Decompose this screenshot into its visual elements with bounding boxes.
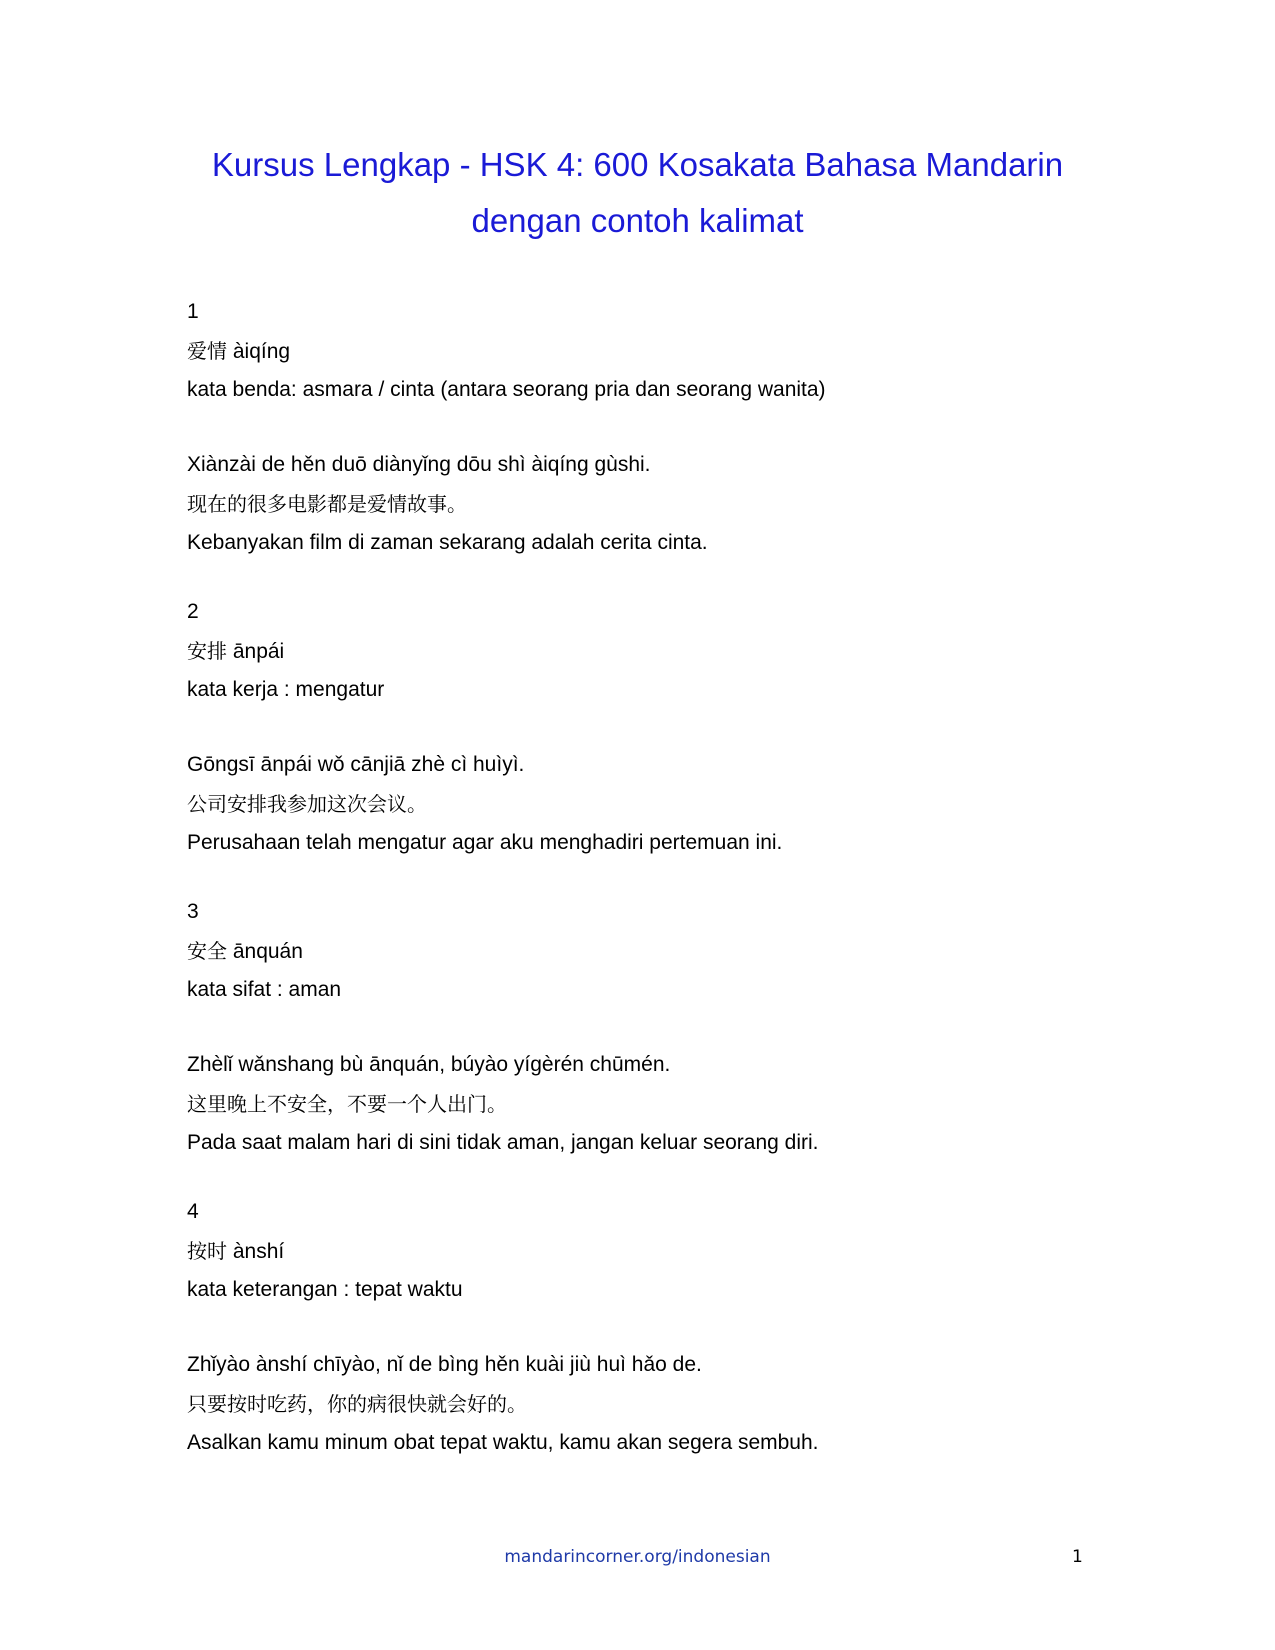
vocabulary-list: [187, 299, 1087, 1499]
entry-definition: kata sifat : aman: [187, 978, 342, 1001]
example-translation: Kebanyakan film di zaman sekarang adalah cerita cinta.: [187, 531, 708, 554]
example-translation: Perusahaan telah mengatur agar aku menghadiri pertemuan ini.: [187, 831, 783, 854]
page-title-line-1: Kursus Lengkap - HSK 4: 600 Kosakata Bahasa Mandarin: [211, 146, 1064, 183]
example-translation: Asalkan kamu minum obat tepat waktu, kamu akan segera sembuh.: [187, 1431, 819, 1454]
example-pinyin: Gōngsī ānpái wǒ cānjiā zhè cì huìyì.: [187, 753, 525, 776]
page-title: [0, 137, 1275, 249]
example-hanzi: 现在的很多电影都是爱情故事。: [187, 492, 467, 516]
entry-definition: kata kerja : mengatur: [187, 678, 385, 701]
example-pinyin: Zhǐyào ànshí chīyào, nǐ de bìng hěn kuài jiù huì hǎo de.: [187, 1353, 702, 1376]
example-hanzi: 只要按时吃药，你的病很快就会好的。: [187, 1392, 527, 1416]
entry-hanzi: 按时: [187, 1239, 227, 1263]
example-hanzi: 这里晚上不安全，不要一个人出门。: [187, 1092, 507, 1116]
entry-hanzi: 安全: [187, 939, 227, 963]
vocabulary-entry: [187, 1199, 1087, 1469]
vocabulary-entry: [187, 599, 1087, 869]
page-title-line-2: dengan contoh kalimat: [471, 202, 804, 239]
example-pinyin: Xiànzài de hěn duō diànyǐng dōu shì àiqíng gùshi.: [187, 453, 651, 476]
example-pinyin: Zhèlǐ wǎnshang bù ānquán, búyào yígèrén chūmén.: [187, 1053, 671, 1076]
entry-number: 2: [187, 600, 199, 623]
entry-headword: [187, 1238, 1087, 1277]
page-number: 1: [1072, 1547, 1083, 1567]
entry-pinyin: ānquán: [232, 940, 303, 963]
entry-pinyin: ānpái: [232, 640, 285, 663]
vocabulary-entry: [187, 899, 1087, 1169]
example-hanzi: 公司安排我参加这次会议。: [187, 792, 427, 816]
entry-definition: kata benda: asmara / cinta (antara seorang pria dan seorang wanita): [187, 378, 826, 401]
vocabulary-entry: [187, 299, 1087, 569]
entry-hanzi: 安排: [187, 639, 227, 663]
entry-pinyin: ànshí: [232, 1240, 285, 1263]
entry-number: 4: [187, 1200, 199, 1223]
entry-number: 1: [187, 300, 199, 323]
entry-pinyin: àiqíng: [232, 340, 291, 363]
example-translation: Pada saat malam hari di sini tidak aman, jangan keluar seorang diri.: [187, 1131, 819, 1154]
entry-hanzi: 爱情: [187, 339, 227, 363]
entry-headword: [187, 938, 1087, 977]
entry-headword: [187, 338, 1087, 377]
footer-website-link[interactable]: mandarincorner.org/indonesian: [504, 1547, 771, 1567]
entry-definition: kata keterangan : tepat waktu: [187, 1278, 463, 1301]
entry-headword: [187, 638, 1087, 677]
entry-number: 3: [187, 900, 199, 923]
